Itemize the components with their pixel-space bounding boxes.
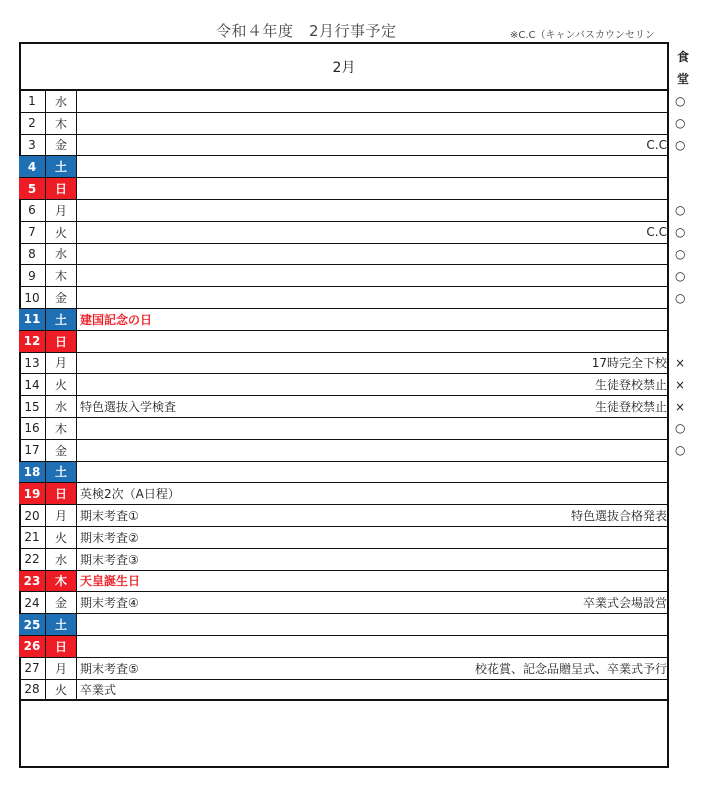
day-of-week: 日 [46, 178, 77, 199]
blank-area [19, 701, 669, 768]
event-text: 天皇誕生日 [80, 574, 141, 589]
schedule-row [19, 658, 669, 680]
cafeteria-mark: × [675, 355, 686, 370]
event-text: 期末考査② [80, 530, 139, 545]
page-title: 令和４年度 2月行事予定 [216, 22, 397, 40]
day-of-week: 木 [46, 571, 77, 592]
day-of-week: 土 [46, 309, 77, 330]
day-number: 8 [19, 244, 46, 265]
schedule-row [19, 440, 686, 462]
schedule-row [19, 505, 669, 527]
schedule-row [19, 200, 686, 222]
cafeteria-mark: ○ [675, 203, 686, 218]
event-text: 卒業式 [80, 682, 117, 697]
cafeteria-mark: ○ [675, 116, 686, 131]
schedule-row [19, 418, 686, 440]
day-number: 7 [19, 222, 46, 243]
day-of-week: 日 [46, 483, 77, 504]
schedule-row [19, 353, 686, 375]
day-of-week: 土 [46, 156, 77, 177]
event-text: 期末考査① [80, 509, 139, 524]
day-number: 17 [19, 440, 46, 461]
day-of-week: 土 [46, 614, 77, 635]
day-of-week: 金 [46, 592, 77, 613]
schedule-row [19, 156, 669, 178]
event-text: 期末考査⑤ [80, 661, 139, 676]
cafeteria-mark: ○ [675, 268, 686, 283]
schedule-row [19, 571, 669, 593]
day-of-week: 日 [46, 331, 77, 352]
day-of-week: 木 [46, 265, 77, 286]
schedule-row [19, 527, 669, 549]
event-text: 特色選抜入学検査 [80, 400, 177, 415]
schedule-row [19, 592, 669, 614]
day-of-week: 土 [46, 462, 77, 483]
cafeteria-header: 食堂 [676, 50, 689, 86]
cafeteria-mark: × [675, 377, 686, 392]
cafeteria-mark: ○ [675, 94, 686, 109]
event-text: 建国記念の日 [80, 312, 153, 327]
schedule-row [19, 614, 669, 636]
day-number: 10 [19, 287, 46, 308]
cafeteria-mark: ○ [675, 225, 686, 240]
right-note: 生徒登校禁止 [594, 400, 667, 415]
event-text: 英検2次（A日程） [80, 487, 180, 502]
day-number: 2 [19, 113, 46, 134]
right-note: C.C [646, 137, 667, 152]
schedule-row [19, 331, 669, 353]
day-of-week: 金 [46, 135, 77, 156]
schedule-row [19, 244, 686, 266]
cafeteria-mark: ○ [675, 137, 686, 152]
day-of-week: 水 [46, 549, 77, 570]
schedule-row [19, 113, 686, 135]
day-number: 26 [19, 636, 46, 657]
day-number: 20 [19, 505, 46, 526]
right-note: 特色選抜合格発表 [570, 509, 667, 524]
day-of-week: 月 [46, 200, 77, 221]
schedule-row [19, 309, 669, 331]
day-number: 14 [19, 374, 46, 395]
day-of-week: 月 [46, 353, 77, 374]
schedule-row [19, 680, 669, 702]
day-number: 4 [19, 156, 46, 177]
day-of-week: 水 [46, 91, 77, 112]
schedule-row [19, 636, 669, 658]
day-number: 18 [19, 462, 46, 483]
day-of-week: 火 [46, 680, 77, 700]
day-number: 9 [19, 265, 46, 286]
day-of-week: 火 [46, 374, 77, 395]
day-number: 19 [19, 483, 46, 504]
schedule-row [19, 178, 669, 200]
cafeteria-mark: ○ [675, 421, 686, 436]
day-of-week: 木 [46, 113, 77, 134]
day-number: 1 [19, 91, 46, 112]
right-note: C.C [646, 225, 667, 240]
day-number: 22 [19, 549, 46, 570]
day-number: 27 [19, 658, 46, 679]
cafeteria-mark: ○ [675, 246, 686, 261]
day-number: 28 [19, 680, 46, 700]
day-of-week: 金 [46, 440, 77, 461]
day-of-week: 水 [46, 244, 77, 265]
day-number: 13 [19, 353, 46, 374]
day-number: 12 [19, 331, 46, 352]
schedule-row [19, 91, 686, 113]
day-number: 23 [19, 571, 46, 592]
schedule-row [19, 396, 686, 418]
day-of-week: 月 [46, 505, 77, 526]
day-number: 5 [19, 178, 46, 199]
day-of-week: 木 [46, 418, 77, 439]
day-number: 16 [19, 418, 46, 439]
right-note: 校花賞、記念品贈呈式、卒業式予行 [474, 661, 667, 676]
event-text: 期末考査④ [80, 596, 139, 611]
right-note: 卒業式会場設営 [582, 596, 667, 611]
schedule-row [19, 374, 686, 396]
cc-note: ※C.C（キャンバスカウンセリン [510, 30, 655, 41]
day-number: 11 [19, 309, 46, 330]
day-of-week: 火 [46, 222, 77, 243]
day-of-week: 水 [46, 396, 77, 417]
day-number: 6 [19, 200, 46, 221]
schedule-row [19, 287, 686, 309]
month-header: 2月 [19, 42, 669, 91]
schedule-row [19, 222, 686, 244]
schedule-row [19, 549, 669, 571]
cafeteria-mark: ○ [675, 290, 686, 305]
day-of-week: 火 [46, 527, 77, 548]
cafeteria-mark: ○ [675, 443, 686, 458]
day-number: 25 [19, 614, 46, 635]
schedule-rows [19, 91, 686, 701]
schedule-row [19, 462, 669, 484]
day-number: 15 [19, 396, 46, 417]
right-note: 生徒登校禁止 [594, 378, 667, 393]
schedule-row [19, 135, 686, 157]
day-of-week: 月 [46, 658, 77, 679]
cafeteria-mark: × [675, 399, 686, 414]
day-number: 21 [19, 527, 46, 548]
day-number: 24 [19, 592, 46, 613]
right-note: 17時完全下校 [591, 356, 667, 371]
event-text: 期末考査③ [80, 552, 139, 567]
day-of-week: 日 [46, 636, 77, 657]
schedule-row [19, 483, 669, 505]
day-number: 3 [19, 135, 46, 156]
schedule-row [19, 265, 686, 287]
day-of-week: 金 [46, 287, 77, 308]
